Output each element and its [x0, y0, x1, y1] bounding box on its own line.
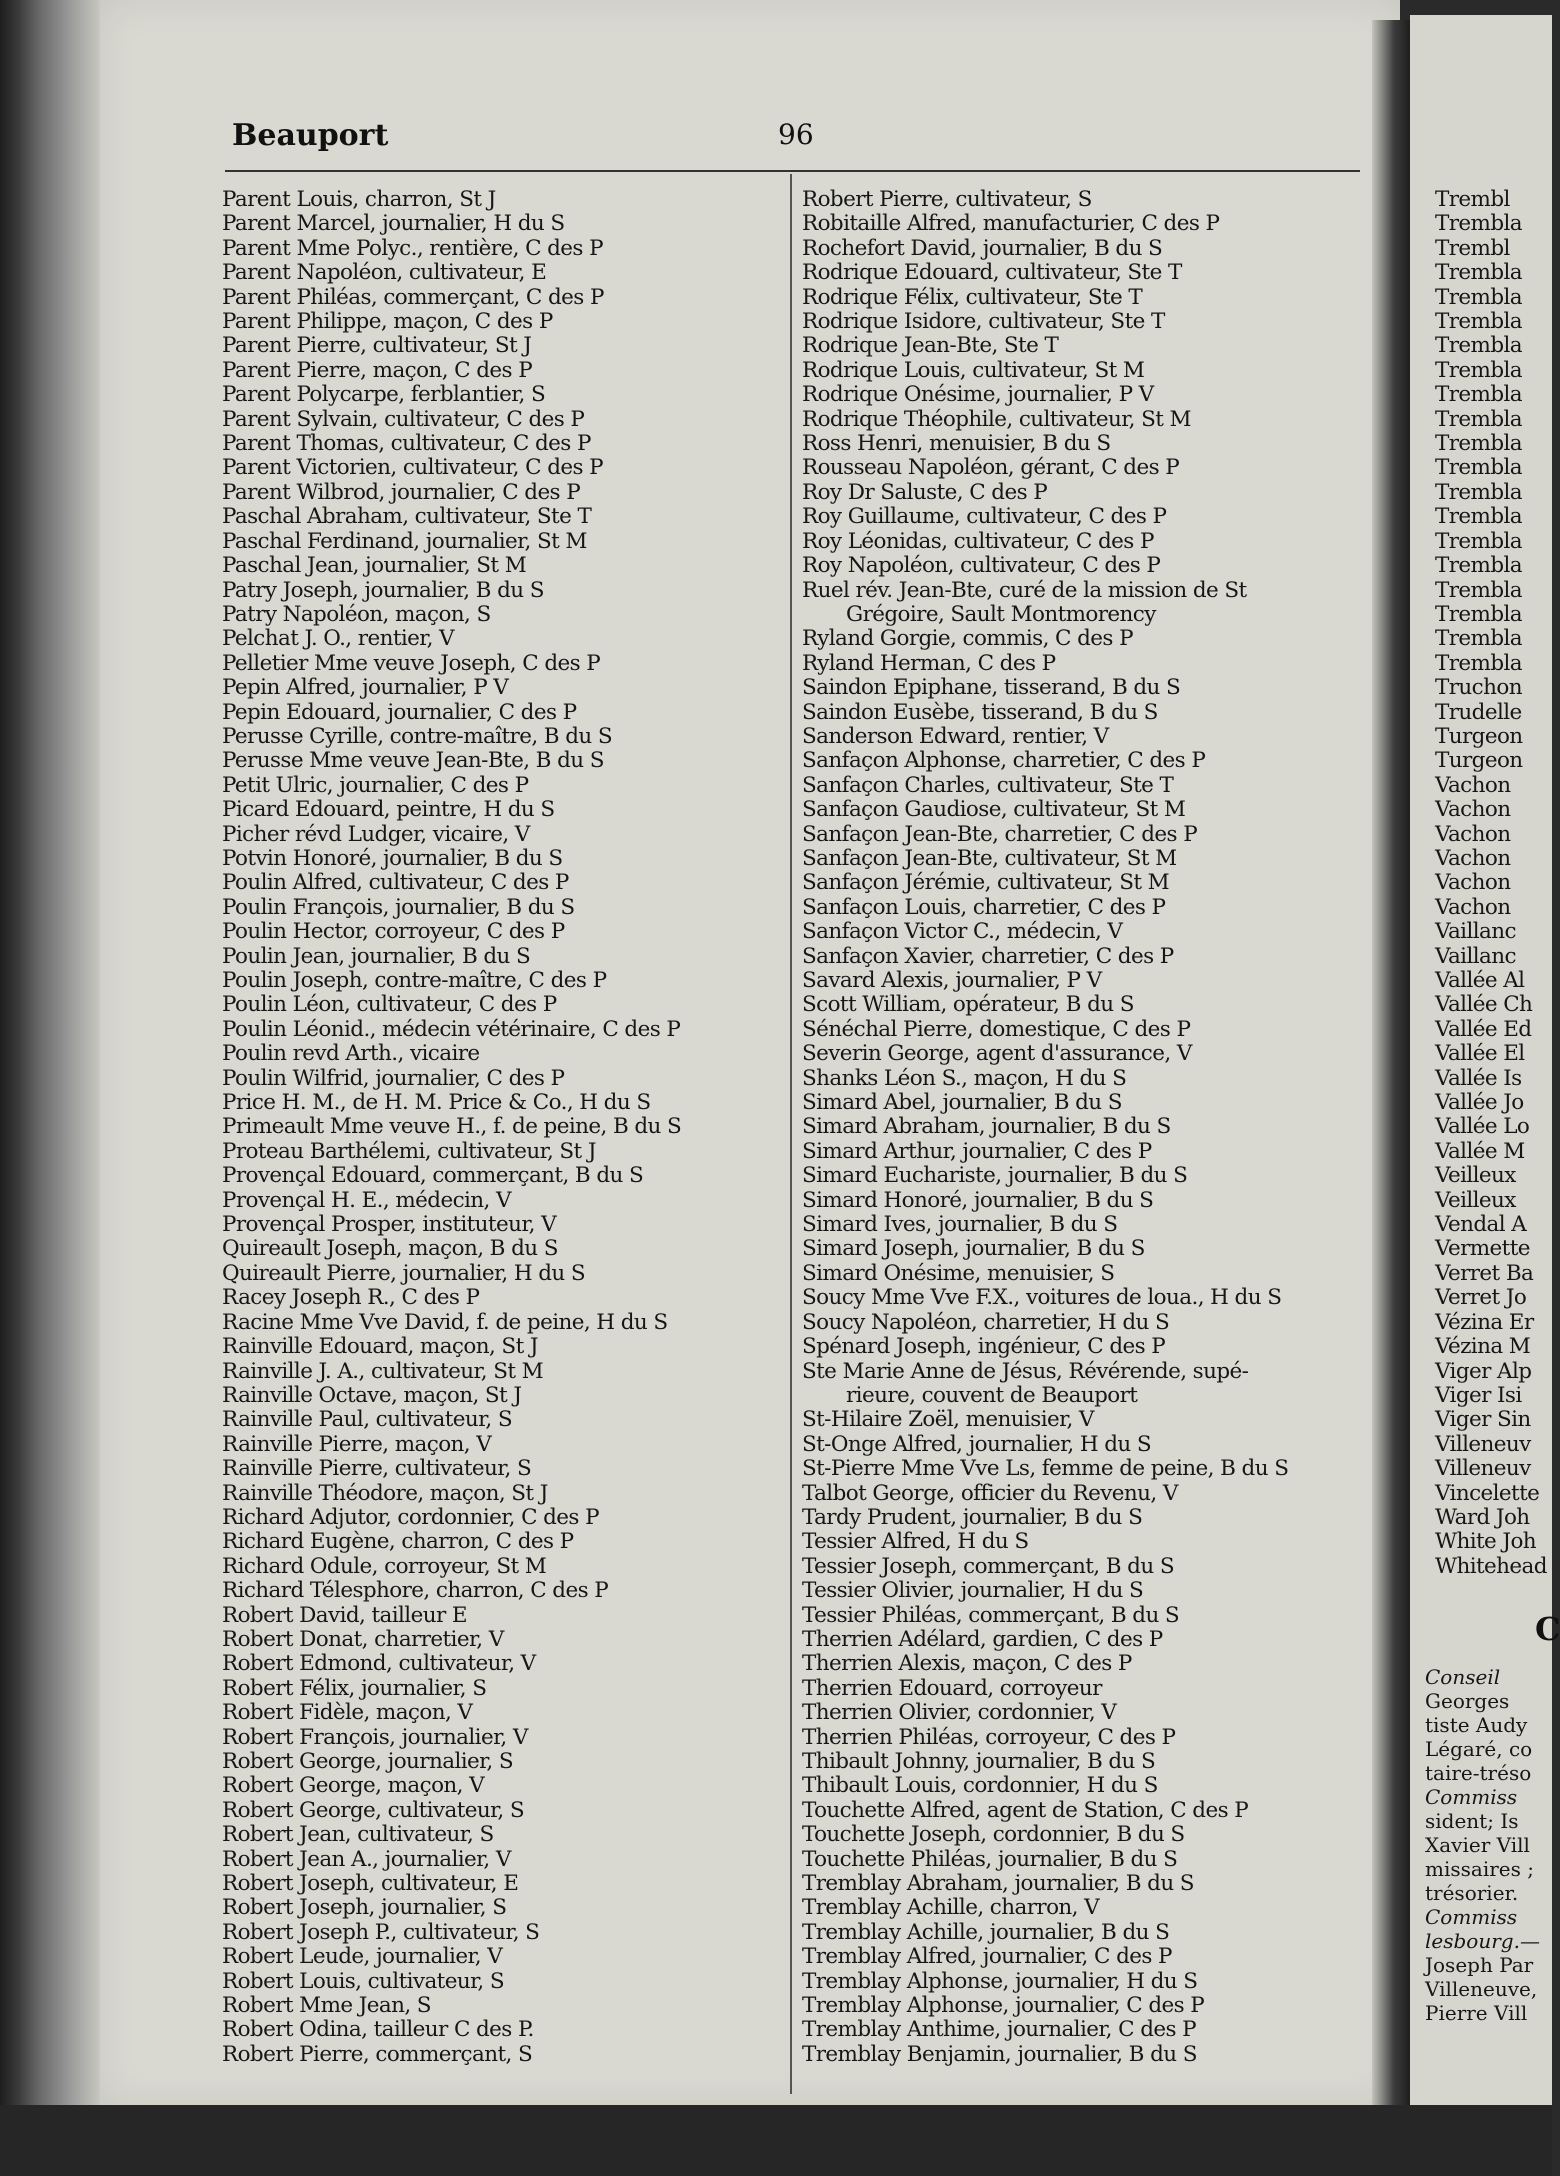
directory-entry-fragment: Vallée Ch: [1435, 992, 1533, 1018]
directory-entry: Paschal Jean, journalier, St M: [222, 553, 527, 579]
directory-entry: Ruel rév. Jean-Bte, curé de la mission de St: [802, 577, 1247, 603]
council-section-fragment: [1425, 1665, 1540, 2025]
directory-entry: St-Hilaire Zoël, menuisier, V: [802, 1407, 1094, 1433]
directory-entry-fragment: Trembla: [1435, 601, 1522, 627]
directory-entry: Tessier Alfred, H du S: [802, 1529, 1029, 1555]
directory-entry: Parent Louis, charron, St J: [222, 187, 496, 212]
directory-entry: Rainville Théodore, maçon, St J: [222, 1480, 548, 1506]
directory-entry-fragment: Trembla: [1435, 553, 1522, 579]
directory-entry: Potvin Honoré, journalier, B du S: [222, 845, 563, 871]
directory-entry: Poulin Joseph, contre-maître, C des P: [222, 968, 607, 993]
directory-entry: Tremblay Abraham, journalier, B du S: [802, 1871, 1194, 1897]
directory-entry: Talbot George, officier du Revenu, V: [802, 1480, 1178, 1506]
page-title: Beauport: [232, 118, 389, 153]
directory-entry-fragment: Trembla: [1435, 528, 1522, 554]
directory-entry-fragment: Trembla: [1435, 333, 1522, 359]
directory-entry: Rochefort David, journalier, B du S: [802, 235, 1163, 261]
directory-entry-fragment: Trembla: [1435, 626, 1522, 652]
directory-entry: Simard Euchariste, journalier, B du S: [802, 1163, 1188, 1189]
directory-entry: Picard Edouard, peintre, H du S: [222, 797, 555, 823]
directory-entry-fragment: Vachon: [1435, 870, 1511, 896]
directory-entry-fragment: Villeneuv: [1435, 1456, 1531, 1482]
directory-entry-fragment: Vallée Jo: [1435, 1090, 1524, 1116]
directory-column-middle: [802, 188, 1372, 2067]
directory-entry-fragment: Trudelle: [1435, 699, 1522, 725]
directory-entry: Simard Abel, journalier, B du S: [802, 1090, 1122, 1116]
directory-entry: Touchette Philéas, journalier, B du S: [802, 1846, 1178, 1872]
directory-entry: Robert Louis, cultivateur, S: [222, 1968, 504, 1994]
directory-entry: Saindon Epiphane, tisserand, B du S: [802, 675, 1181, 701]
directory-entry: Quireault Joseph, maçon, B du S: [222, 1236, 558, 1262]
directory-entry: Rodrique Jean-Bte, Ste T: [802, 333, 1059, 359]
directory-entry-fragment: Vendal A: [1435, 1212, 1527, 1238]
directory-entry: Richard Télesphore, charron, C des P: [222, 1578, 609, 1604]
directory-entry-fragment: Whitehead: [1435, 1553, 1547, 1579]
directory-entry-fragment: Vincelette: [1435, 1480, 1540, 1506]
directory-entry-fragment: Vaillanc: [1435, 943, 1516, 969]
directory-entry: Poulin Hector, corroyeur, C des P: [222, 919, 565, 945]
directory-entry: Rodrique Félix, cultivateur, Ste T: [802, 284, 1143, 310]
directory-entry: Therrien Philéas, corroyeur, C des P: [802, 1724, 1176, 1750]
directory-entry: Rousseau Napoléon, gérant, C des P: [802, 455, 1180, 481]
directory-entry: Sénéchal Pierre, domestique, C des P: [802, 1016, 1191, 1042]
directory-entry: Patry Napoléon, maçon, S: [222, 601, 491, 627]
council-text-fragment: Commiss: [1425, 1785, 1518, 1809]
directory-entry: Robert Pierre, commerçant, S: [222, 2041, 533, 2067]
directory-entry-fragment: Vallée Lo: [1435, 1114, 1530, 1140]
directory-entry-fragment: Vachon: [1435, 797, 1511, 823]
directory-entry: Parent Pierre, cultivateur, St J: [222, 333, 532, 359]
directory-entry: Rainville Octave, maçon, St J: [222, 1382, 522, 1408]
directory-entry: Thibault Johnny, journalier, B du S: [802, 1749, 1156, 1774]
council-text-fragment: Joseph Par: [1425, 1953, 1534, 1977]
directory-entry: Poulin Alfred, cultivateur, C des P: [222, 870, 569, 896]
directory-entry: Shanks Léon S., maçon, H du S: [802, 1065, 1127, 1091]
directory-entry: Parent Mme Polyc., rentière, C des P: [222, 235, 603, 261]
directory-column-left: [222, 188, 782, 2067]
directory-entry: Roy Dr Saluste, C des P: [802, 479, 1048, 505]
directory-entry: Saindon Eusèbe, tisserand, B du S: [802, 699, 1158, 725]
directory-entry-fragment: Trembla: [1435, 406, 1522, 432]
header-rule: [225, 170, 1360, 172]
directory-entry: Pelchat J. O., rentier, V: [222, 626, 454, 652]
directory-entry: Rodrique Isidore, cultivateur, Ste T: [802, 309, 1165, 335]
directory-entry: Provençal Edouard, commerçant, B du S: [222, 1163, 644, 1189]
directory-entry-fragment: Trembla: [1435, 357, 1522, 383]
directory-entry-continuation: rieure, couvent de Beauport: [846, 1382, 1138, 1408]
council-text-fragment: taire-tréso: [1425, 1761, 1532, 1785]
directory-entry: Rodrique Louis, cultivateur, St M: [802, 357, 1145, 383]
directory-entry: Pepin Alfred, journalier, P V: [222, 675, 509, 701]
directory-entry-continuation: Grégoire, Sault Montmorency: [846, 601, 1156, 627]
directory-entry-fragment: Veilleux: [1435, 1163, 1516, 1189]
directory-entry: Sanfaçon Gaudiose, cultivateur, St M: [802, 797, 1186, 823]
directory-entry: Sanfaçon Alphonse, charretier, C des P: [802, 748, 1206, 774]
directory-entry: Robert Fidèle, maçon, V: [222, 1700, 473, 1726]
directory-entry: Therrien Olivier, cordonnier, V: [802, 1700, 1117, 1726]
directory-entry: Therrien Alexis, maçon, C des P: [802, 1651, 1132, 1677]
directory-entry-fragment: Vallée M: [1435, 1138, 1525, 1164]
directory-entry: Robert Félix, journalier, S: [222, 1675, 487, 1701]
directory-entry: Tremblay Alphonse, journalier, C des P: [802, 1993, 1205, 2019]
directory-entry: Parent Philéas, commerçant, C des P: [222, 284, 604, 310]
directory-entry: Spénard Joseph, ingénieur, C des P: [802, 1334, 1166, 1360]
directory-entry: Pelletier Mme veuve Joseph, C des P: [222, 650, 601, 676]
directory-entry: Sanfaçon Xavier, charretier, C des P: [802, 943, 1174, 969]
directory-entry: Tremblay Achille, charron, V: [802, 1895, 1100, 1921]
directory-entry: Ryland Herman, C des P: [802, 650, 1056, 676]
directory-entry: Richard Odule, corroyeur, St M: [222, 1553, 547, 1579]
directory-entry: Tremblay Achille, journalier, B du S: [802, 1919, 1170, 1945]
directory-entry-fragment: Ward Joh: [1435, 1504, 1530, 1530]
council-text-fragment: Xavier Vill: [1425, 1833, 1530, 1857]
directory-entry: Paschal Abraham, cultivateur, Ste T: [222, 504, 592, 530]
directory-entry-fragment: Vachon: [1435, 845, 1511, 871]
directory-entry: Poulin Jean, journalier, B du S: [222, 943, 531, 969]
directory-entry: Touchette Alfred, agent de Station, C des P: [802, 1797, 1249, 1823]
directory-entry: Soucy Mme Vve F.X., voitures de loua., H du S: [802, 1285, 1282, 1311]
directory-entry: Sanfaçon Jean-Bte, cultivateur, St M: [802, 845, 1177, 871]
directory-entry: Robert George, journalier, S: [222, 1749, 514, 1774]
directory-entry: Robert David, tailleur E: [222, 1602, 467, 1628]
directory-entry: Therrien Edouard, corroyeur: [802, 1675, 1102, 1701]
directory-entry: Tessier Philéas, commerçant, B du S: [802, 1602, 1180, 1628]
directory-entry: Thibault Louis, cordonnier, H du S: [802, 1773, 1158, 1799]
council-text-fragment: missaires ;: [1425, 1857, 1534, 1881]
directory-entry: Racine Mme Vve David, f. de peine, H du S: [222, 1309, 668, 1335]
directory-entry-fragment: Vallée Al: [1435, 968, 1525, 993]
directory-entry-fragment: White Joh: [1435, 1529, 1537, 1555]
council-text-fragment: Commiss: [1425, 1905, 1518, 1929]
council-text-fragment: trésorier.: [1425, 1881, 1519, 1905]
directory-entry: Parent Pierre, maçon, C des P: [222, 357, 533, 383]
directory-entry: Robert George, maçon, V: [222, 1773, 485, 1799]
council-text-fragment: Conseil: [1425, 1665, 1501, 1689]
directory-entry: Picher révd Ludger, vicaire, V: [222, 821, 530, 847]
directory-entry-fragment: Trembla: [1435, 382, 1522, 408]
directory-entry: Ryland Gorgie, commis, C des P: [802, 626, 1133, 652]
directory-entry-fragment: Trembl: [1435, 235, 1510, 261]
directory-entry-fragment: Vachon: [1435, 894, 1511, 920]
directory-entry-fragment: Viger Isi: [1435, 1382, 1522, 1408]
directory-entry: Rodrique Théophile, cultivateur, St M: [802, 406, 1191, 432]
directory-entry: Poulin François, journalier, B du S: [222, 894, 575, 920]
directory-entry: Ste Marie Anne de Jésus, Révérende, supé-: [802, 1358, 1249, 1384]
directory-entry: Robert Jean, cultivateur, S: [222, 1822, 494, 1848]
directory-entry: Sanfaçon Louis, charretier, C des P: [802, 894, 1166, 920]
directory-entry: Soucy Napoléon, charretier, H du S: [802, 1309, 1170, 1335]
directory-entry-fragment: Trembla: [1435, 479, 1522, 505]
directory-entry: Sanfaçon Victor C., médecin, V: [802, 919, 1123, 945]
directory-entry: Tessier Olivier, journalier, H du S: [802, 1578, 1144, 1604]
directory-entry: Paschal Ferdinand, journalier, St M: [222, 528, 587, 554]
directory-entry: St-Pierre Mme Vve Ls, femme de peine, B du S: [802, 1456, 1289, 1482]
directory-entry: Robert Pierre, cultivateur, S: [802, 187, 1092, 212]
directory-entry: Robert Jean A., journalier, V: [222, 1846, 511, 1872]
directory-entry-fragment: Trembla: [1435, 455, 1522, 481]
directory-entry: Parent Polycarpe, ferblantier, S: [222, 382, 546, 408]
directory-entry-fragment: Vallée Is: [1435, 1065, 1522, 1091]
directory-entry: Perusse Mme veuve Jean-Bte, B du S: [222, 748, 604, 774]
directory-entry: Robert Joseph P., cultivateur, S: [222, 1919, 540, 1945]
directory-entry: Robitaille Alfred, manufacturier, C des P: [802, 211, 1220, 237]
page-gutter: [1372, 20, 1412, 2120]
directory-entry: Simard Honoré, journalier, B du S: [802, 1187, 1154, 1213]
directory-entry-fragment: Turgeon: [1435, 723, 1523, 749]
directory-entry: Roy Guillaume, cultivateur, C des P: [802, 504, 1167, 530]
directory-entry: Rainville Pierre, cultivateur, S: [222, 1456, 532, 1482]
directory-entry: Rainville J. A., cultivateur, St M: [222, 1358, 544, 1384]
directory-entry: Rodrique Edouard, cultivateur, Ste T: [802, 260, 1182, 286]
directory-entry: Robert Joseph, journalier, S: [222, 1895, 507, 1921]
directory-entry-fragment: Trembla: [1435, 577, 1522, 603]
directory-entry: Tardy Prudent, journalier, B du S: [802, 1504, 1143, 1530]
directory-entry: Robert François, journalier, V: [222, 1724, 528, 1750]
directory-entry: Touchette Joseph, cordonnier, B du S: [802, 1822, 1185, 1848]
directory-entry-fragment: Trembla: [1435, 309, 1522, 335]
directory-entry: Robert Leude, journalier, V: [222, 1944, 503, 1970]
directory-entry: Robert George, cultivateur, S: [222, 1797, 525, 1823]
directory-entry: Quireault Pierre, journalier, H du S: [222, 1260, 585, 1286]
directory-entry: St-Onge Alfred, journalier, H du S: [802, 1431, 1152, 1457]
directory-entry: Richard Eugène, charron, C des P: [222, 1529, 574, 1555]
directory-entry: Scott William, opérateur, B du S: [802, 992, 1134, 1018]
book-spine: [0, 0, 110, 2176]
section-heading-fragment: C: [1535, 1610, 1560, 1648]
directory-entry: Tremblay Alfred, journalier, C des P: [802, 1944, 1172, 1970]
directory-entry: Petit Ulric, journalier, C des P: [222, 772, 529, 798]
directory-entry: Provençal H. E., médecin, V: [222, 1187, 511, 1213]
directory-entry-fragment: Villeneuv: [1435, 1431, 1531, 1457]
directory-entry: Poulin Wilfrid, journalier, C des P: [222, 1065, 565, 1091]
directory-entry: Tremblay Benjamin, journalier, B du S: [802, 2041, 1197, 2067]
directory-entry-fragment: Veilleux: [1435, 1187, 1516, 1213]
directory-entry: Parent Philippe, maçon, C des P: [222, 309, 553, 335]
directory-entry-fragment: Vachon: [1435, 772, 1511, 798]
directory-entry: Simard Abraham, journalier, B du S: [802, 1114, 1171, 1140]
council-text-fragment: Pierre Vill: [1425, 2001, 1528, 2025]
directory-entry: Robert Edmond, cultivateur, V: [222, 1651, 536, 1677]
directory-entry-fragment: Verret Jo: [1435, 1285, 1527, 1311]
directory-entry: Poulin Léonid., médecin vétérinaire, C des P: [222, 1016, 681, 1042]
directory-entry: Rodrique Onésime, journalier, P V: [802, 382, 1154, 408]
directory-entry: Patry Joseph, journalier, B du S: [222, 577, 544, 603]
directory-entry: Roy Napoléon, cultivateur, C des P: [802, 553, 1161, 579]
directory-entry: Robert Odina, tailleur C des P.: [222, 2017, 534, 2043]
directory-entry: Provençal Prosper, instituteur, V: [222, 1212, 557, 1238]
directory-entry: Racey Joseph R., C des P: [222, 1285, 480, 1311]
directory-entry: Parent Marcel, journalier, H du S: [222, 211, 565, 237]
page-number: 96: [778, 118, 814, 151]
council-text-fragment: Georges: [1425, 1689, 1510, 1713]
directory-entry-fragment: Truchon: [1435, 675, 1522, 701]
directory-entry: Tremblay Anthime, journalier, C des P: [802, 2017, 1197, 2043]
directory-entry-fragment: Trembla: [1435, 504, 1522, 530]
directory-entry: Primeault Mme veuve H., f. de peine, B du S: [222, 1114, 682, 1140]
directory-entry: Severin George, agent d'assurance, V: [802, 1041, 1192, 1067]
council-text-fragment: sident; Is: [1425, 1809, 1519, 1833]
directory-entry-fragment: Verret Ba: [1435, 1260, 1534, 1286]
directory-entry: Perusse Cyrille, contre-maître, B du S: [222, 723, 613, 749]
directory-entry-fragment: Viger Alp: [1435, 1358, 1532, 1384]
directory-entry: Simard Joseph, journalier, B du S: [802, 1236, 1145, 1262]
council-text-fragment: Légaré, co: [1425, 1737, 1533, 1761]
directory-entry: Tremblay Alphonse, journalier, H du S: [802, 1968, 1198, 1994]
directory-entry: Parent Thomas, cultivateur, C des P: [222, 431, 591, 457]
directory-entry: Parent Sylvain, cultivateur, C des P: [222, 406, 585, 432]
directory-entry: Simard Ives, journalier, B du S: [802, 1212, 1118, 1238]
council-text-fragment: tiste Audy: [1425, 1713, 1528, 1737]
column-divider: [790, 174, 792, 2094]
directory-entry: Savard Alexis, journalier, P V: [802, 968, 1102, 993]
directory-entry-fragment: Vallée El: [1435, 1041, 1525, 1067]
directory-entry: Roy Léonidas, cultivateur, C des P: [802, 528, 1154, 554]
directory-entry-fragment: Trembla: [1435, 431, 1522, 457]
directory-entry: Parent Wilbrod, journalier, C des P: [222, 479, 581, 505]
directory-entry: Parent Napoléon, cultivateur, E: [222, 260, 547, 286]
directory-entry: Parent Victorien, cultivateur, C des P: [222, 455, 604, 481]
directory-entry: Robert Donat, charretier, V: [222, 1626, 504, 1652]
directory-entry: Therrien Adélard, gardien, C des P: [802, 1626, 1163, 1652]
directory-entry: Poulin revd Arth., vicaire: [222, 1041, 480, 1067]
directory-entry: Pepin Edouard, journalier, C des P: [222, 699, 577, 725]
directory-entry-fragment: Vézina Er: [1435, 1309, 1534, 1335]
directory-entry: Rainville Pierre, maçon, V: [222, 1431, 492, 1457]
directory-entry: Simard Arthur, journalier, C des P: [802, 1138, 1152, 1164]
directory-entry-fragment: Trembla: [1435, 260, 1522, 286]
directory-entry-fragment: Trembla: [1435, 284, 1522, 310]
directory-entry-fragment: Vallée Ed: [1435, 1016, 1532, 1042]
directory-entry: Richard Adjutor, cordonnier, C des P: [222, 1504, 599, 1530]
council-text-fragment: Villeneuve,: [1425, 1977, 1538, 2001]
directory-entry: Sanfaçon Jean-Bte, charretier, C des P: [802, 821, 1198, 847]
directory-entry: Poulin Léon, cultivateur, C des P: [222, 992, 557, 1018]
directory-entry: Robert Joseph, cultivateur, E: [222, 1871, 519, 1897]
directory-entry-fragment: Vermette: [1435, 1236, 1530, 1262]
directory-entry: Tessier Joseph, commerçant, B du S: [802, 1553, 1174, 1579]
directory-entry: Price H. M., de H. M. Price & Co., H du S: [222, 1090, 651, 1116]
directory-entry-fragment: Vézina M: [1435, 1334, 1531, 1360]
directory-entry-fragment: Trembla: [1435, 211, 1522, 237]
scan-background: [0, 2105, 1552, 2176]
directory-entry: Rainville Paul, cultivateur, S: [222, 1407, 513, 1433]
directory-entry: Sanfaçon Charles, cultivateur, Ste T: [802, 772, 1174, 798]
directory-entry: Simard Onésime, menuisier, S: [802, 1260, 1115, 1286]
directory-entry-fragment: Vachon: [1435, 821, 1511, 847]
council-text-fragment: lesbourg.—: [1425, 1929, 1540, 1953]
directory-entry: Ross Henri, menuisier, B du S: [802, 431, 1111, 457]
directory-entry: Robert Mme Jean, S: [222, 1993, 431, 2019]
directory-entry: Proteau Barthélemi, cultivateur, St J: [222, 1138, 596, 1164]
directory-entry: Rainville Edouard, maçon, St J: [222, 1334, 538, 1360]
directory-entry-fragment: Viger Sin: [1435, 1407, 1531, 1433]
directory-entry-fragment: Turgeon: [1435, 748, 1523, 774]
directory-column-right-fragment: [1435, 188, 1547, 1579]
directory-entry: Sanfaçon Jérémie, cultivateur, St M: [802, 870, 1170, 896]
directory-entry-fragment: Trembla: [1435, 650, 1522, 676]
directory-entry: Sanderson Edward, rentier, V: [802, 723, 1109, 749]
directory-entry-fragment: Vaillanc: [1435, 919, 1516, 945]
directory-entry-fragment: Trembl: [1435, 187, 1510, 212]
